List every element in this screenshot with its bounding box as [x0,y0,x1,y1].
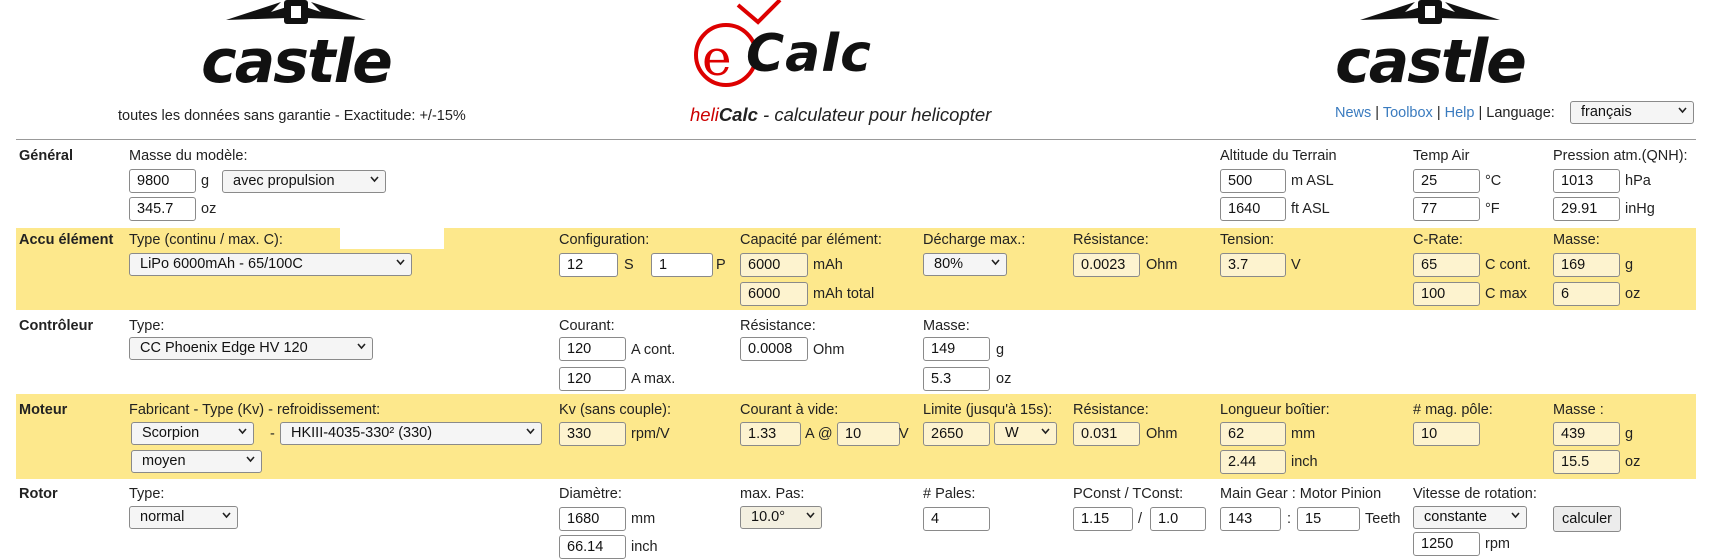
crate-cont-input[interactable]: 65 [1413,253,1480,277]
chevron-down-icon [806,511,814,519]
moteur-resistance-label: Résistance: [1073,402,1149,418]
longueur-inch-input[interactable]: 2.44 [1220,450,1286,474]
accu-masse-g-input[interactable]: 169 [1553,253,1620,277]
limite-label: Limite (jusqu'à 15s): [923,402,1053,418]
ctrl-type-select[interactable]: CC Phoenix Edge HV 120 [129,337,373,360]
accu-resistance-label: Résistance: [1073,232,1149,248]
capacite-input[interactable]: 6000 [740,253,808,277]
ctrl-masse-label: Masse: [923,318,970,334]
diametre-mm-input[interactable]: 1680 [559,507,626,531]
chevron-down-icon [238,427,246,435]
refroid-select[interactable]: moyen [131,450,262,473]
header-divider [16,139,1696,140]
app-title-calc: Calc [718,104,758,125]
capacite-total-input[interactable]: 6000 [740,282,808,306]
moteur-masse-g-input[interactable]: 439 [1553,422,1620,446]
section-rotor: Rotor [19,486,58,502]
moteur-masse-label: Masse : [1553,402,1604,418]
rotor-type-select[interactable]: normal [129,506,238,529]
limite-input[interactable]: 2650 [923,422,990,446]
toolbox-link[interactable]: Toolbox [1382,105,1433,121]
tconst-input[interactable]: 1.0 [1150,507,1206,531]
section-accu: Accu élément [19,232,114,248]
rotor-type-label: Type: [129,486,165,502]
svg-text:e: e [702,29,732,87]
chevron-down-icon [246,455,254,463]
moteur-type-select[interactable]: HKIII-4035-330² (330) [280,422,542,445]
config-label: Configuration: [559,232,650,248]
app-title-rest: - calculateur pour helicopter [757,104,992,125]
pales-label: # Pales: [923,486,976,502]
temp-label: Temp Air [1413,148,1470,164]
accu-masse-oz-input[interactable]: 6 [1553,282,1620,306]
castle-logo-left: castle [186,0,406,100]
vitesse-mode-select[interactable]: constante [1413,506,1527,529]
chevron-down-icon [222,511,230,519]
decharge-label: Décharge max.: [923,232,1026,248]
fabricant-label: Fabricant - Type (Kv) - refroidissement: [129,402,381,418]
pas-select[interactable]: 10.0° [740,506,822,529]
moteur-resistance-input[interactable]: 0.031 [1073,422,1140,446]
chevron-down-icon [1678,106,1686,114]
pconst-input[interactable]: 1.15 [1073,507,1133,531]
diametre-inch-input[interactable]: 66.14 [559,535,626,559]
longueur-label: Longueur boîtier: [1220,402,1330,418]
masse-g-input[interactable]: 9800 [129,169,196,193]
castle-logo-right: castle [1320,0,1540,100]
pression-hpa-input[interactable]: 1013 [1553,169,1620,193]
section-general: Général [19,148,73,164]
vide-v-input[interactable]: 10 [837,422,900,446]
ecalc-logo-text: Calc [746,24,872,84]
vitesse-label: Vitesse de rotation: [1413,486,1537,502]
ctrl-masse-g-input[interactable]: 149 [923,337,990,361]
gear-label: Main Gear : Motor Pinion [1220,486,1382,502]
pconst-label: PConst / TConst: [1073,486,1184,502]
chevron-down-icon [1511,511,1519,519]
config-s-input[interactable]: 12 [559,253,618,277]
news-link[interactable]: News [1335,105,1372,121]
moteur-masse-oz-input[interactable]: 15.5 [1553,450,1620,474]
fabricant-select[interactable]: Scorpion [131,422,254,445]
accu-type-select[interactable]: LiPo 6000mAh - 65/100C [129,253,412,276]
courant-label: Courant: [559,318,615,334]
accu-masse-label: Masse: [1553,232,1600,248]
ctrl-resistance-input[interactable]: 0.0008 [740,337,808,361]
masse-oz-input[interactable]: 345.7 [129,197,196,221]
calculer-button[interactable]: calculer [1553,506,1621,532]
altitude-m-input[interactable]: 500 [1220,169,1286,193]
chevron-down-icon [991,258,999,266]
crate-label: C-Rate: [1413,232,1463,248]
band-notch [340,224,444,249]
top-links: News | Toolbox | Help | Language: [1335,105,1555,121]
temp-c-input[interactable]: 25 [1413,169,1480,193]
capacite-label: Capacité par élément: [740,232,882,248]
pinion-input[interactable]: 15 [1297,507,1360,531]
chevron-down-icon [526,427,534,435]
courant-cont-input[interactable]: 120 [559,337,626,361]
vide-a-input[interactable]: 1.33 [740,422,801,446]
app-title-heli: heli [690,104,719,125]
pression-inhg-input[interactable]: 29.91 [1553,197,1620,221]
temp-f-input[interactable]: 77 [1413,197,1480,221]
limite-unit-select[interactable]: W [994,422,1057,445]
config-p-input[interactable]: 1 [651,253,713,277]
tension-label: Tension: [1220,232,1275,248]
section-moteur: Moteur [19,402,68,418]
pas-label: max. Pas: [740,486,805,502]
decharge-select[interactable]: 80% [923,253,1007,276]
pales-input[interactable]: 4 [923,507,990,531]
pression-label: Pression atm.(QNH): [1553,148,1688,164]
diametre-label: Diamètre: [559,486,622,502]
app-title [690,104,991,126]
longueur-mm-input[interactable]: 62 [1220,422,1286,446]
help-link[interactable]: Help [1444,105,1475,121]
accu-type-label: Type (continu / max. C): [129,232,283,248]
vide-label: Courant à vide: [740,402,839,418]
ctrl-type-label: Type: [129,318,165,334]
vitesse-rpm-input[interactable]: 1250 [1413,532,1480,556]
chevron-down-icon [357,342,365,350]
crate-max-input[interactable]: 100 [1413,282,1480,306]
altitude-label: Altitude du Terrain [1220,148,1337,164]
courant-max-input[interactable]: 120 [559,367,626,391]
accu-resistance-input[interactable]: 0.0023 [1073,253,1140,277]
masse-label: Masse du modèle: [129,148,248,164]
propulsion-select[interactable]: avec propulsion [222,170,386,193]
mag-input[interactable]: 10 [1413,422,1480,446]
language-label: Language: [1486,105,1555,121]
kv-input[interactable]: 330 [559,422,626,446]
section-controleur: Contrôleur [19,318,94,334]
main-gear-input[interactable]: 143 [1220,507,1281,531]
chevron-down-icon [370,175,378,183]
tension-input[interactable]: 3.7 [1220,253,1286,277]
ctrl-masse-oz-input[interactable]: 5.3 [923,367,990,391]
mag-label: # mag. pôle: [1413,402,1493,418]
altitude-ft-input[interactable]: 1640 [1220,197,1286,221]
chevron-down-icon [396,258,404,266]
ctrl-resistance-label: Résistance: [740,318,816,334]
kv-label: Kv (sans couple): [559,402,672,418]
chevron-down-icon [1041,427,1049,435]
language-select[interactable]: français [1570,101,1694,124]
ecalc-logo [688,0,872,100]
disclaimer-text: toutes les données sans garantie - Exactitude: +/-15% [118,108,466,124]
